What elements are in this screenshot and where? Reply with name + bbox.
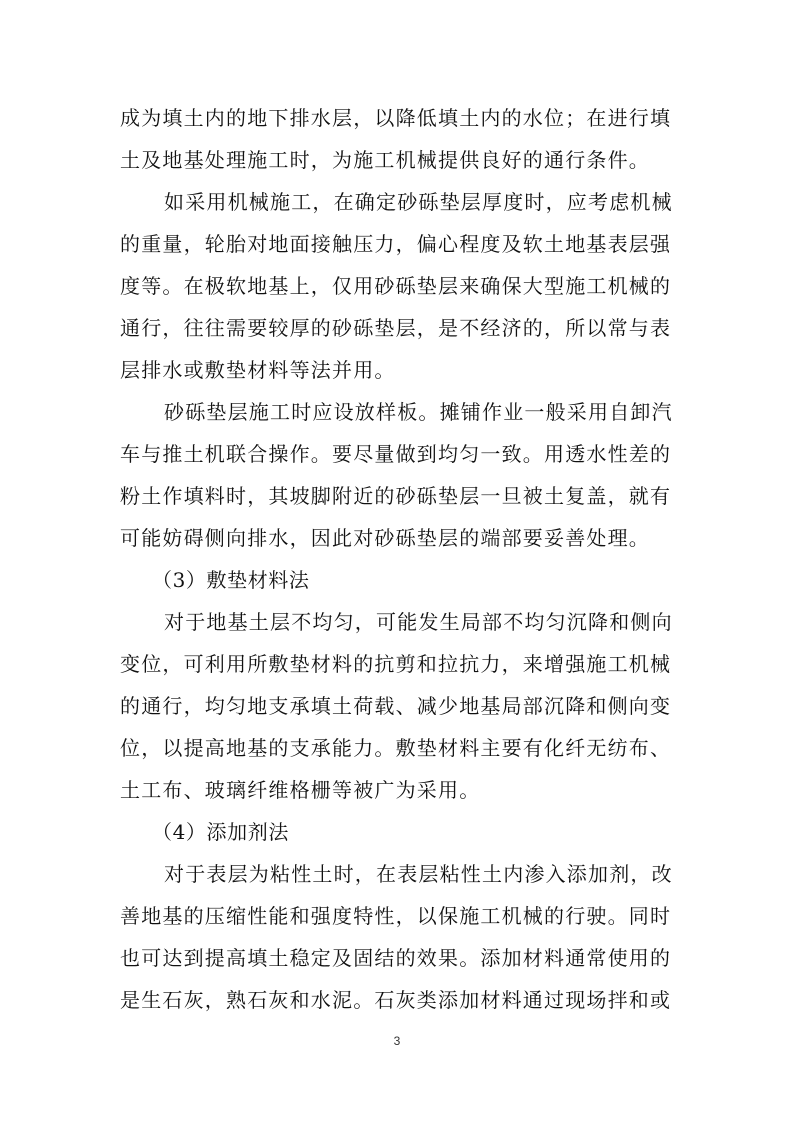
body-line: 层排水或敷垫材料等法并用。 bbox=[120, 358, 396, 382]
section-heading: （4）添加剂法 bbox=[152, 820, 289, 844]
body-line: 成为填土内的地下排水层，以降低填土内的水位；在进行填 bbox=[120, 106, 672, 130]
body-line: 如采用机械施工，在确定砂砾垫层厚度时，应考虑机械 bbox=[164, 190, 673, 214]
body-line: 对于地基土层不均匀，可能发生局部不均匀沉降和侧向 bbox=[164, 610, 673, 634]
body-line: 的重量，轮胎对地面接触压力，偏心程度及软土地基表层强 bbox=[120, 232, 672, 256]
body-line: 砂砾垫层施工时应设放样板。摊铺作业一般采用自卸汽 bbox=[164, 400, 673, 424]
body-line: 可能妨碍侧向排水，因此对砂砾垫层的端部要妥善处理。 bbox=[120, 526, 650, 550]
body-line: 的通行，均匀地支承填土荷载、减少地基局部沉降和侧向变 bbox=[120, 694, 672, 718]
body-line: 变位，可利用所敷垫材料的抗剪和拉抗力，来增强施工机械 bbox=[120, 652, 672, 676]
page-number: 3 bbox=[393, 1034, 401, 1048]
body-line: 善地基的压缩性能和强度特性，以保施工机械的行驶。同时 bbox=[120, 904, 672, 928]
body-line: 是生石灰，熟石灰和水泥。石灰类添加材料通过现场拌和或 bbox=[120, 988, 672, 1012]
body-line: 度等。在极软地基上，仅用砂砾垫层来确保大型施工机械的 bbox=[120, 274, 672, 298]
body-line: 粉土作填料时，其坡脚附近的砂砾垫层一旦被土复盖，就有 bbox=[120, 484, 672, 508]
body-line: 对于表层为粘性土时，在表层粘性土内渗入添加剂，改 bbox=[164, 862, 673, 886]
body-line: 通行，往往需要较厚的砂砾垫层，是不经济的，所以常与表 bbox=[120, 316, 672, 340]
body-line: 车与推土机联合操作。要尽量做到均匀一致。用透水性差的 bbox=[120, 442, 672, 466]
body-line: 土及地基处理施工时，为施工机械提供良好的通行条件。 bbox=[120, 148, 650, 172]
body-line: 也可达到提高填土稳定及固结的效果。添加材料通常使用的 bbox=[120, 946, 672, 970]
body-line: 土工布、玻璃纤维格栅等被广为采用。 bbox=[120, 778, 481, 802]
body-line: 位，以提高地基的支承能力。敷垫材料主要有化纤无纺布、 bbox=[120, 736, 672, 760]
section-heading: （3）敷垫材料法 bbox=[152, 568, 310, 592]
